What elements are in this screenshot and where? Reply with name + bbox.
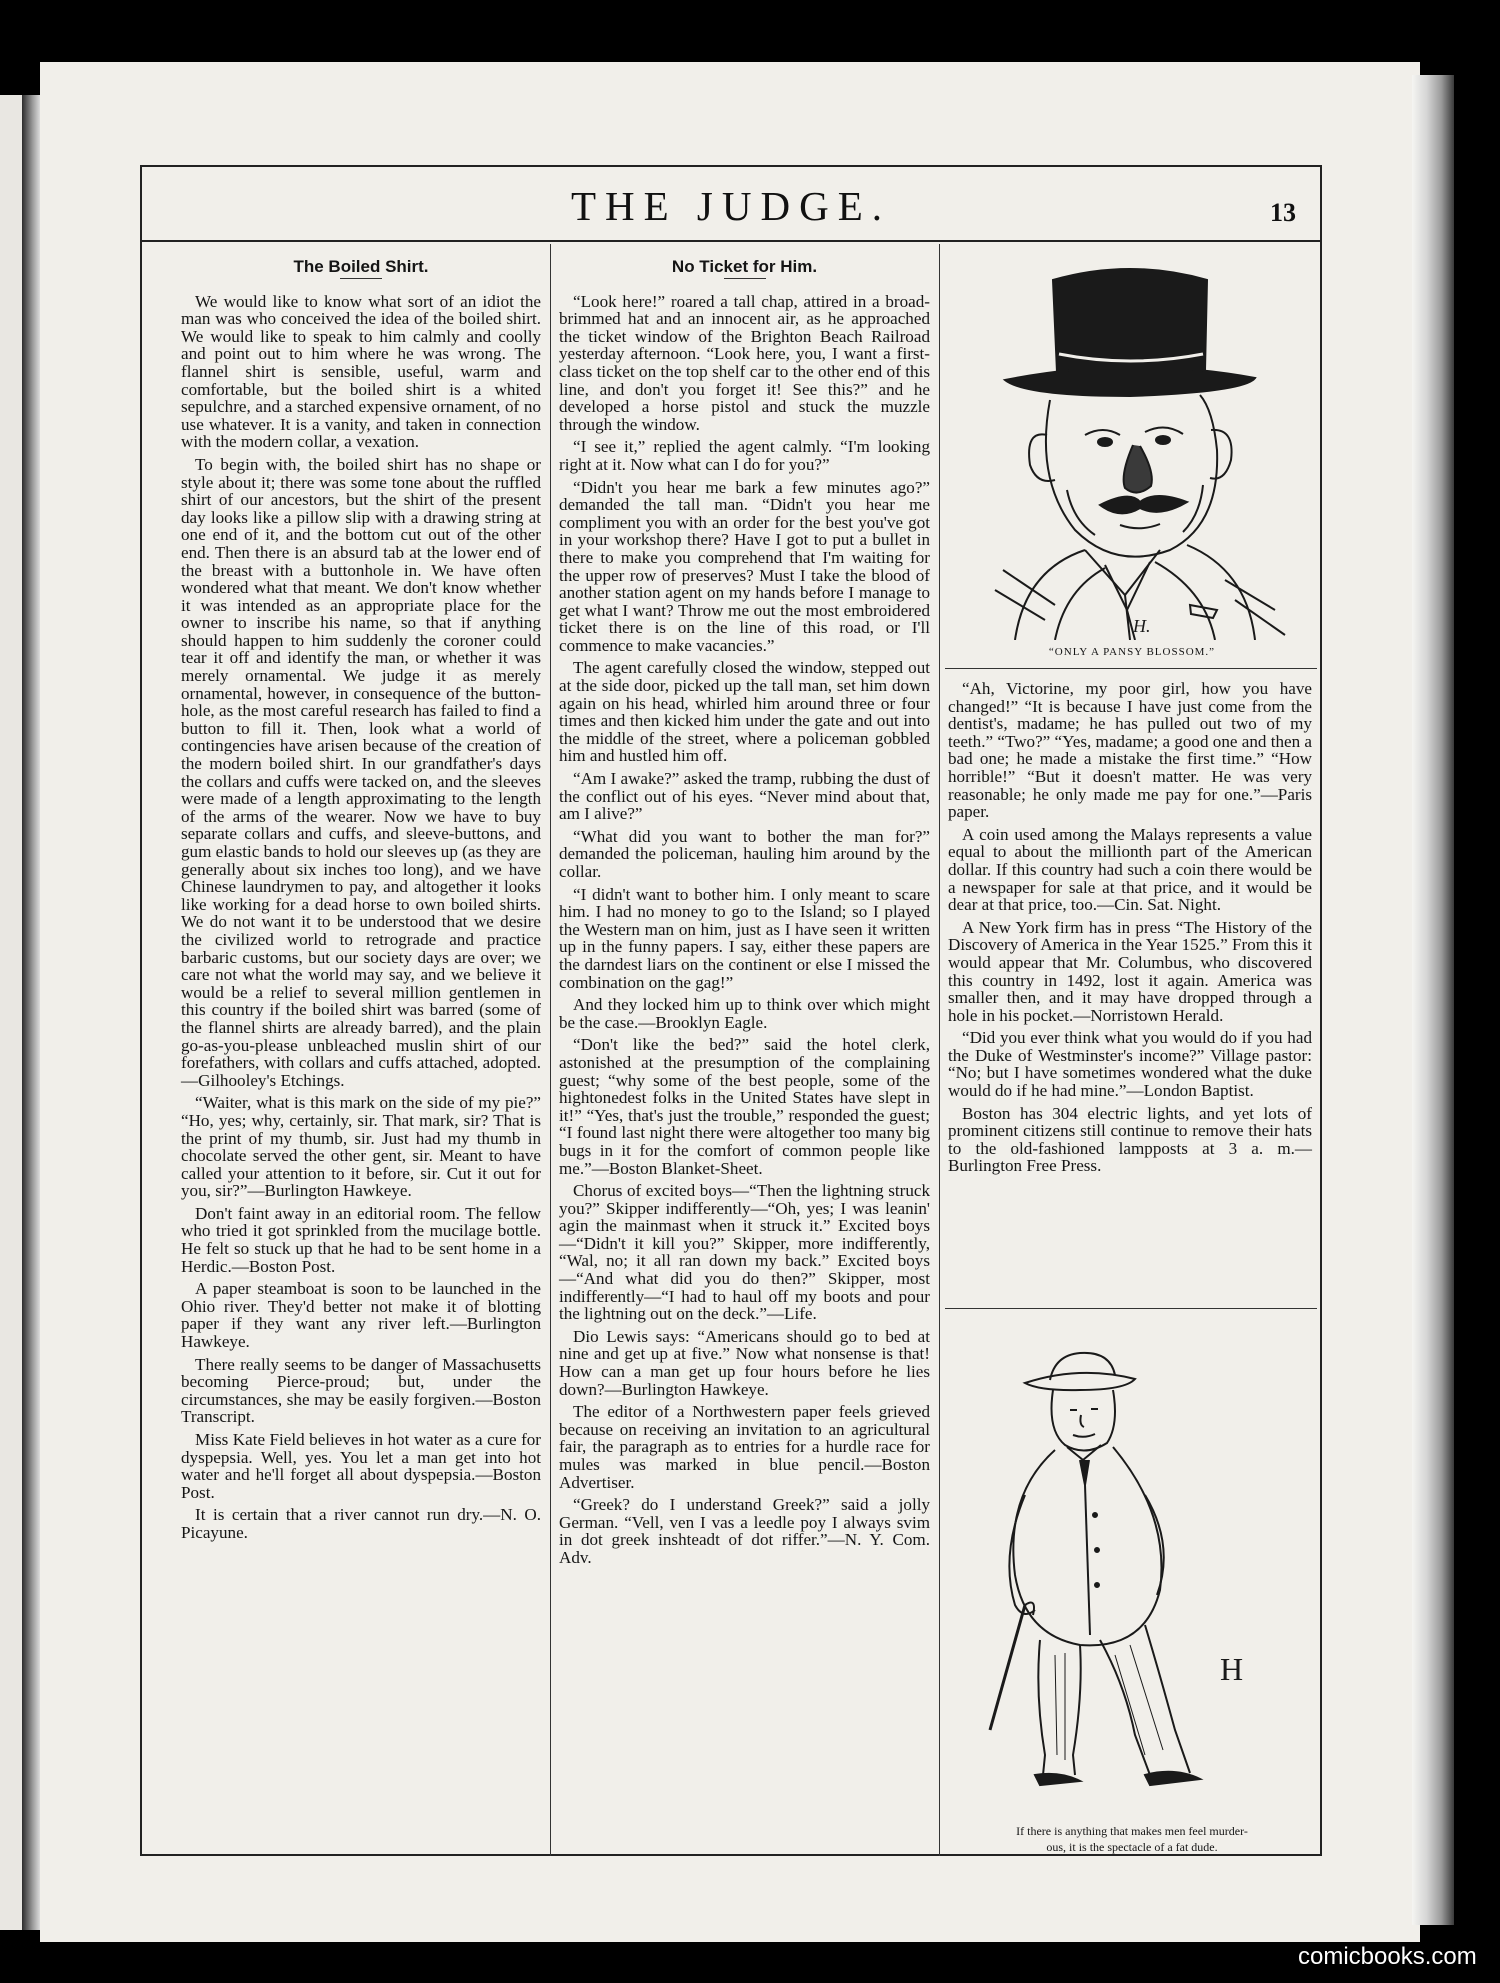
book-binding — [22, 95, 40, 1930]
paragraph: Dio Lewis says: “Americans should go to bed at nine and get up at five.” Now what nonsense is that! How can a man get up four hours before he lies down?—Burlington Hawkeye. — [559, 1326, 930, 1399]
paragraph: “Ah, Victorine, my poor girl, how you have changed!” “It is because I have just come from the dentist's, madame; he has pulled out two of my teeth.” “Two?” “Yes, madame; a good one and then a bad one; he made a mistake the first time.” “How horrible!” “But it doesn't matter. He was very reasonable; he only made me pay for one.”—Paris paper. — [948, 679, 1312, 822]
article-title: No Ticket for Him. — [671, 257, 818, 276]
title-rule — [340, 278, 382, 279]
column-rule — [939, 244, 940, 1856]
title-rule — [724, 278, 766, 279]
paragraph: It is certain that a river cannot run dry.—N. O. Picayune. — [181, 1505, 541, 1542]
paragraph: A New York firm has in press “The History of the Discovery of America in the Year 1525.” From this it would appear that Mr. Columbus, who discovered this country in 1492, lost it again. America was smaller then, and it may have dropped through a hole in his pocket.—Norristown Herald. — [948, 917, 1312, 1025]
paragraph: “Don't like the bed?” said the hotel clerk, astonished at the presumption of the complaining guest; “why some of the best people, some of the hightonedest folks in the United States have slept in it!” “Yes, that's just the trouble,” responded the guest; “I found last night there were altogether too many big bugs in it for the comfort of common people like me.”—Boston Blanket-Sheet. — [559, 1035, 930, 1178]
column-c — [948, 680, 1312, 1180]
paragraph: Chorus of excited boys—“Then the lightning struck you?” Skipper indifferently—“Oh, yes; I was leanin' agin the mainmast when it struck it.” Excited boys—“Didn't it kill you?” Skipper, more indifferently, “Wal, no; it all ran down my back.” Excited boys—“And what did you do then?” Skipper, most indifferently—“I had to haul off my boots and pour the lightning out on the deck.”—Life. — [559, 1181, 930, 1324]
paragraph: “Waiter, what is this mark on the side of my pie?” “Ho, yes; why, certainly, sir. That mark, sir? That is the print of my thumb, sir. Just had my thumb in chocolate served the other gent, sir. Meant to have called your attention to it before, sir. Cut it out for you, sir?”—Burlington Hawkeye. — [181, 1093, 541, 1201]
caption-line: If there is anything that makes men feel murder- — [1016, 1824, 1248, 1838]
paragraph: And they locked him up to think over which might be the case.—Brooklyn Eagle. — [559, 995, 930, 1032]
paragraph: Don't faint away in an editorial room. The fellow who tried it got sprinkled from the mucilage bottle. He felt so stuck up that he had to be sent home in a Herdic.—Boston Post. — [181, 1203, 541, 1276]
column-rule — [550, 244, 551, 1856]
fat-dude-illustration — [985, 1335, 1285, 1815]
paragraph: The agent carefully closed the window, stepped out at the side door, picked up the tall man, set him down again on his head, whirled him around three or four times and then kicked him under the gate and out into the middle of the street, where a policeman gobbled him and hustled him off. — [559, 658, 930, 766]
article-title: The Boiled Shirt. — [293, 257, 429, 276]
illustration-caption — [950, 1823, 1314, 1855]
column-a — [181, 252, 541, 1547]
section-rule — [945, 1308, 1317, 1309]
paragraph: “I see it,” replied the agent calmly. “I'm looking right at it. Now what can I do for you?” — [559, 437, 930, 474]
page-stack-edge — [1412, 75, 1454, 1925]
paragraph: We would like to know what sort of an idiot the man was who conceived the idea of the boiled shirt. We would like to speak to him calmly and coolly and point out to him where he was wrong. The flannel shirt is sensible, useful, warm and comfortable, but the boiled shirt is a whited sepulchre, and a starched expensive ornament, of no use whatever. It is a vanity, and taken in connection with the modern collar, a vexation. — [181, 291, 541, 452]
column-b — [559, 252, 930, 1572]
pansy-blossom-illustration — [955, 250, 1315, 640]
paragraph: The editor of a Northwestern paper feels grieved because on receiving an invitation to an agricultural fair, the paragraph as to entries for a hurdle race for mules was marked in blue pencil.—Boston Advertiser. — [559, 1402, 930, 1492]
header-rule — [140, 240, 1322, 242]
paragraph: There really seems to be danger of Massachusetts becoming Pierce-proud; but, under the circumstances, she may be easily forgiven.—Boston Transcript. — [181, 1354, 541, 1427]
previous-page-edge — [0, 95, 22, 1930]
paragraph: A coin used among the Malays represents a value equal to about the millionth part of the American dollar. If this country had such a coin there would be a newspaper for sale at that price, and it would be dear at that price, too.—Cin. Sat. Night. — [948, 824, 1312, 915]
paragraph: “Did you ever think what you would do if you had the Duke of Westminster's income?” Village pastor: “No; but I have sometimes wondered what the duke would do if he had mine.”—London Baptist. — [948, 1028, 1312, 1101]
page-number: 13 — [1270, 198, 1296, 227]
paragraph: “Greek? do I understand Greek?” said a jolly German. “Vell, ven I vas a leedle poy I always svim in dot greek inshteadt of dot riffer.”—N. Y. Com. Adv. — [559, 1495, 930, 1567]
paragraph: “What did you want to bother the man for?” demanded the policeman, hauling him around by the collar. — [559, 826, 930, 881]
illustration-caption: “ONLY A PANSY BLOSSOM.” — [1048, 646, 1216, 658]
paragraph: “Didn't you hear me bark a few minutes ago?” demanded the tall man. “Didn't you hear me compliment you with an order for the best you've got in your workshop there? Have I got to put a bullet in there to make you comprehend that I'm waiting for the upper row of preserves? Must I take the blood of another station agent on my hands before I manage to get what I want? Throw me out the most embroidered ticket there is on the line of this road, or I'll commence to make vacancies.” — [559, 477, 930, 655]
paragraph: Boston has 304 electric lights, and yet lots of prominent citizens still continue to remove their hats to the old-fashioned lampposts at 3 a. m.—Burlington Free Press. — [948, 1103, 1312, 1176]
illustration-signature: H — [1220, 1651, 1244, 1687]
paragraph: “I didn't want to bother him. I only meant to scare him. I had no money to go to the Island; so I played the Western man on him, just as I have seen it written up in the funny papers. I say, either these papers are the darndest liars on the continent or else I missed the combination on the gag!” — [559, 884, 930, 992]
paragraph: Miss Kate Field believes in hot water as a cure for dyspepsia. Well, yes. You let a man get into hot water and he'll forget all about dyspepsia.—Boston Post. — [181, 1430, 541, 1502]
paragraph: “Am I awake?” asked the tramp, rubbing the dust of the conflict out of his eyes. “Never mind about that, am I alive?” — [559, 769, 930, 824]
paragraph: A paper steamboat is soon to be launched in the Ohio river. They'd better not make it of blotting paper if they want any river left.—Burlington Hawkeye. — [181, 1279, 541, 1352]
paragraph: To begin with, the boiled shirt has no shape or style about it; there was some tone about the ruffled shirt of our ancestors, but the shirt of the present day looks like a pillow slip with a drawing string at one end of it, and the bottom cut out of the other end. Then there is an absurd tab at the lower end of the breast with a buttonhole in. We have often wondered what that meant. We don't know whether it was intended as an appropriate place for the owner to inscribe his name, so that if anything should happen to him suddenly the coroner could tear it off and identify the man, or whether it was merely ornamental. We judge it as merely ornamental, however, in consequence of the button-hole, as the most careful research has failed to find a button to fill it. Then, look what a world of contingencies have arisen because of the creation of the modern boiled shirt. In our grandfather's days the collars and cuffs were tacked on, and the sleeves were made of a length approximating to the length of the arms of the wearer. Now we have to buy separate collars and cuffs, and sleeve-buttons, and gum elastic bands to hold our sleeves up (as they are generally about six inches too long), and we have Chinese laundrymen to pay, and altogether it looks like working for a dead horse to own boiled shirts. We do not want it to be understood that we desire the civilized world to retrograde and practice barbaric customs, but our society days are over; we care not what the world may say, and we believe it would be a relief to several million gentlemen in this country if the boiled shirt was barred (some of the flannel shirts are already barred), and the plain go-as-you-please unbleached muslin shirt of our forefathers, with collars and cuffs attached, adopted.—Gilhooley's Etchings. — [181, 454, 541, 1090]
masthead: THE JUDGE. — [570, 183, 892, 229]
illustration-signature: H. — [1133, 616, 1151, 636]
caption-line: ous, it is the spectacle of a fat dude. — [1046, 1840, 1218, 1854]
paragraph: “Look here!” roared a tall chap, attired in a broad-brimmed hat and an innocent air, as he approached the ticket window of the Brighton Beach Railroad yesterday afternoon. “Look here, you, I want a first-class ticket on the top shelf car to the other end of this line, and don't you forget it! See this?” and he developed a horse pistol and stuck the muzzle through the window. — [559, 291, 930, 434]
watermark-text: comicbooks.com — [1298, 1943, 1477, 1970]
section-rule — [945, 668, 1317, 669]
